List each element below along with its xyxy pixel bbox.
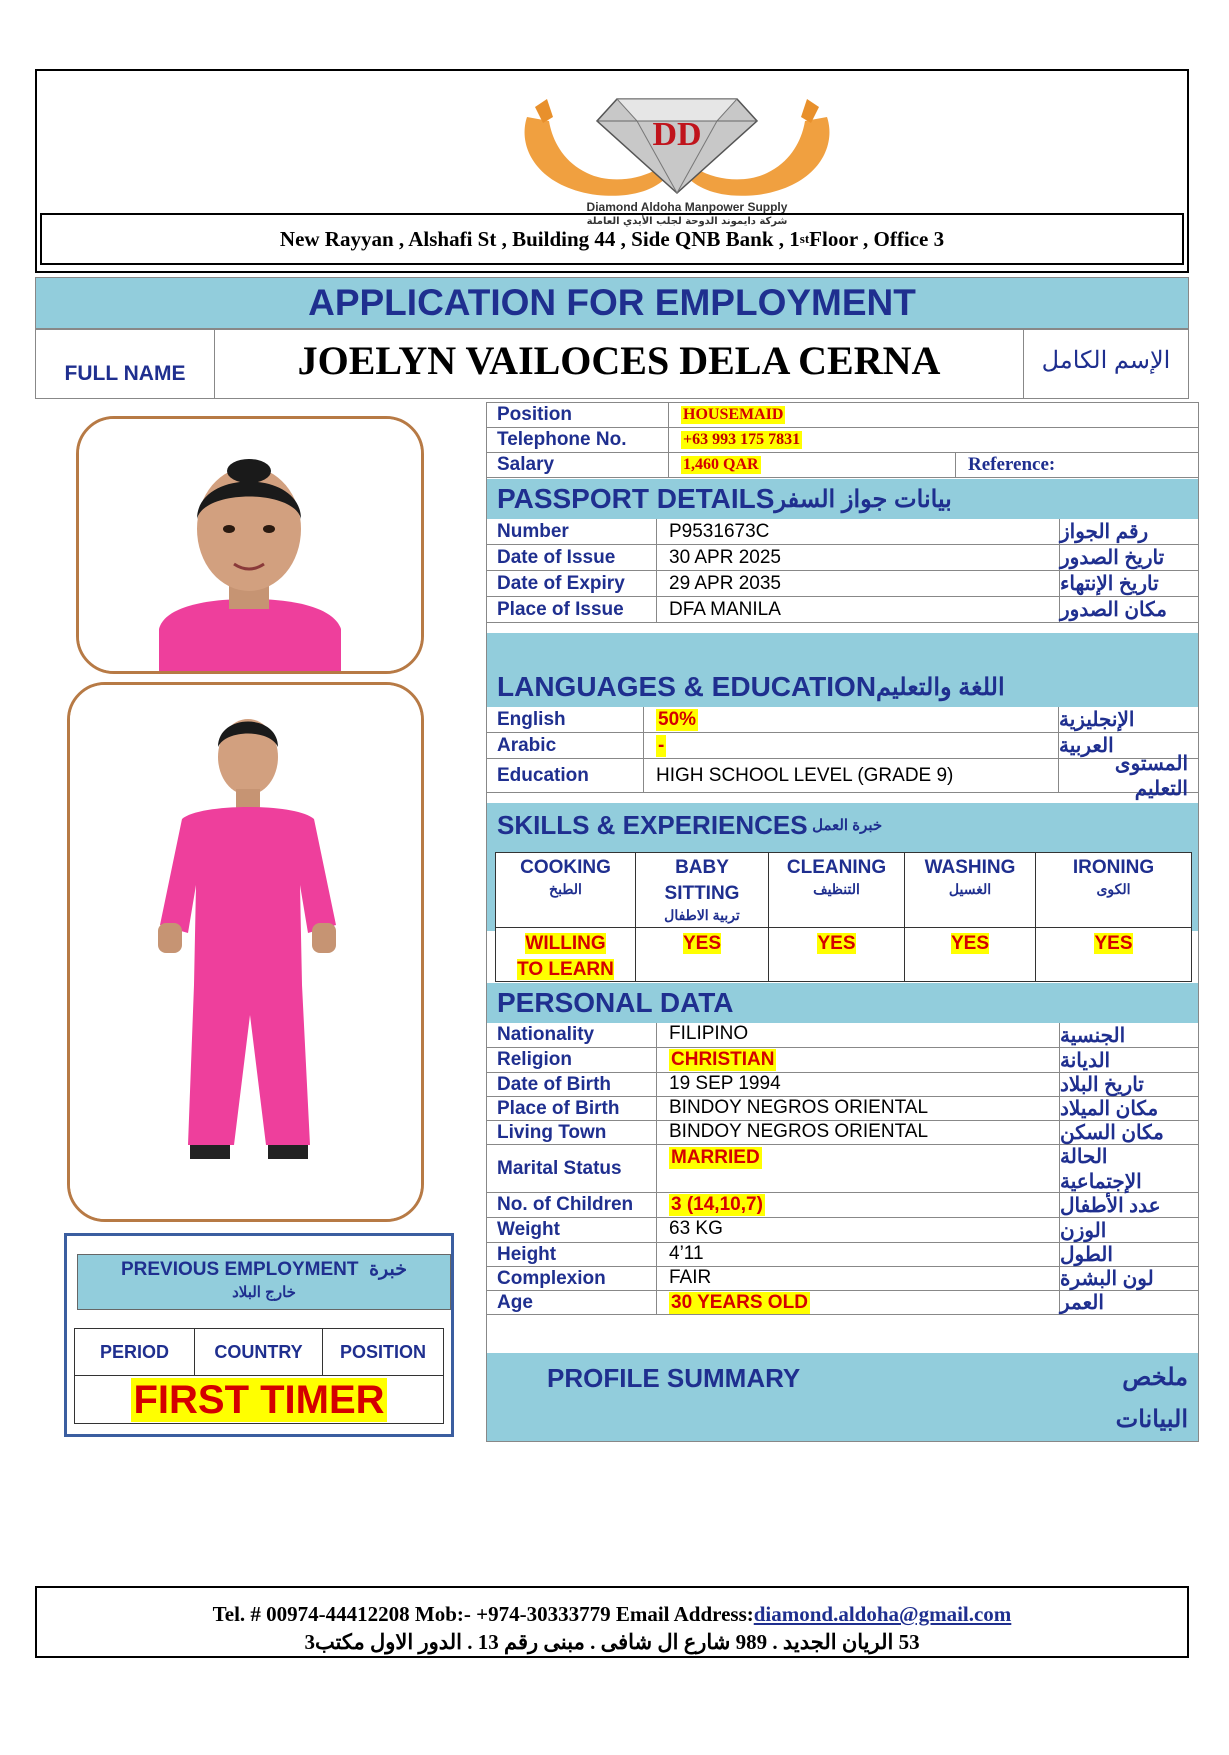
personal-marital-status-label-ar [1059, 1145, 1198, 1192]
passport-place-of-issue-row [487, 597, 1198, 623]
reference-label: Reference: [955, 453, 1198, 477]
skill-value-ironing: YES [1094, 933, 1133, 954]
previous-employment-title [77, 1254, 451, 1310]
personal-religion-label-ar: الديانة [1059, 1048, 1198, 1072]
personal-weight-row [487, 1218, 1198, 1243]
personal-living-town-label: Living Town [487, 1121, 657, 1144]
previous-employment-title-ar1: خبرة [369, 1259, 407, 1280]
passport-number-row [487, 519, 1198, 545]
company-address [40, 213, 1184, 265]
languages-education-value: HIGH SCHOOL LEVEL (GRADE 9) [656, 764, 954, 786]
personal-age-row [487, 1291, 1198, 1315]
personal-height-label-ar: الطول [1059, 1243, 1198, 1266]
previous-employment-title-en: PREVIOUS EMPLOYMENT [120, 1259, 359, 1280]
personal-date-of-birth-label-ar: تاريخ البلاد [1059, 1073, 1198, 1096]
personal-place-of-birth-label: Place of Birth [487, 1097, 657, 1120]
personal-nationality-value: FILIPINO [669, 1023, 749, 1044]
telephone-value: +63 993 175 7831 [683, 431, 801, 448]
footer-contact [35, 1586, 1189, 1658]
personal-height-label: Height [487, 1243, 657, 1266]
personal-height-row [487, 1243, 1198, 1267]
company-logo [507, 77, 847, 227]
full-name-label: FULL NAME [36, 330, 215, 398]
marital-status-label-ar1: الحالة [1060, 1145, 1108, 1168]
logo-company-name-en: Diamond Aldoha Manpower Supply [586, 200, 788, 214]
passport-date-of-issue-label-ar: تاريخ الصدور [1059, 545, 1198, 570]
position-label: Position [487, 403, 669, 427]
personal-date-of-birth-value: 19 SEP 1994 [669, 1073, 781, 1094]
address-tail: Floor , Office 3 [809, 226, 945, 251]
languages-section-title: LANGUAGES & EDUCATION اللغة والتعليم [487, 633, 1198, 707]
skill-header-baby: BABY SITTING تربية الاطفال [636, 853, 769, 928]
personal-no-of-children-label: No. of Children [487, 1193, 657, 1217]
col-period: PERIOD [75, 1329, 195, 1376]
profile-summary-title-ar1: ملخص [1122, 1364, 1188, 1391]
languages-arabic-value: - [658, 734, 665, 756]
languages-arabic-label: Arabic [487, 733, 644, 758]
passport-number-label-ar: رقم الجواز [1059, 519, 1198, 544]
previous-employment-value: FIRST TIMER [133, 1377, 385, 1422]
languages-english-value: 50% [658, 708, 697, 730]
profile-summary-title-ar2: البيانات [1115, 1406, 1188, 1433]
logo-letters: DD [652, 116, 702, 153]
personal-no-of-children-label-ar: عدد الأطفال [1059, 1193, 1198, 1217]
personal-marital-status-label: Marital Status [487, 1145, 657, 1192]
skill-value-cooking: WILLING TO LEARN [496, 928, 636, 981]
personal-place-of-birth-label-ar: مكان الميلاد [1059, 1097, 1198, 1120]
skill-value-baby: YES [636, 928, 769, 981]
personal-living-town-label-ar: مكان السكن [1059, 1121, 1198, 1144]
languages-english-row [487, 707, 1198, 733]
personal-no-of-children-row [487, 1193, 1198, 1218]
logo-company-name-ar: شركة دايموند الدوحة لجلب الأيدي العاملة [586, 216, 788, 227]
personal-age-label: Age [487, 1291, 657, 1314]
full-name-value: JOELYN VAILOCES DELA CERNA [215, 330, 1024, 398]
skills-section: SKILLS & EXPERIENCES خبرة العمل [487, 803, 1198, 931]
passport-date-of-issue-row [487, 545, 1198, 571]
passport-date-of-expiry-row [487, 571, 1198, 597]
personal-no-of-children-value: 3 (14,10,7) [671, 1194, 763, 1215]
passport-date-of-expiry-label: Date of Expiry [487, 571, 657, 596]
applicant-details [486, 402, 1199, 1442]
personal-nationality-label: Nationality [487, 1023, 657, 1047]
personal-place-of-birth-value: BINDOY NEGROS ORIENTAL [669, 1097, 929, 1118]
passport-date-of-expiry-label-ar: تاريخ الإنتهاء [1059, 571, 1198, 596]
letterhead [35, 69, 1189, 273]
footer-email-link[interactable]: diamond.aldoha@gmail.com [753, 1602, 1012, 1626]
skill-header-cooking: COOKING الطبخ [496, 853, 636, 928]
telephone-row [487, 428, 1198, 453]
page-title: APPLICATION FOR EMPLOYMENT [35, 277, 1189, 329]
salary-value: 1,460 QAR [683, 456, 759, 473]
personal-living-town-value: BINDOY NEGROS ORIENTAL [669, 1121, 929, 1142]
personal-religion-row [487, 1048, 1198, 1073]
passport-date-of-issue-label: Date of Issue [487, 545, 657, 570]
position-value: HOUSEMAID [683, 406, 784, 423]
languages-education-label: Education [487, 759, 644, 792]
skill-header-washing: WASHING الغسيل [905, 853, 1036, 928]
passport-date-of-issue-value: 30 APR 2025 [669, 546, 781, 568]
position-row [487, 403, 1198, 428]
personal-date-of-birth-row [487, 1073, 1198, 1097]
personal-weight-value: 63 KG [669, 1218, 723, 1239]
previous-employment-title-ar2: خارج البلاد [232, 1284, 296, 1301]
portrait-photo [76, 416, 424, 674]
marital-status-label-ar2: الإجتماعية [1060, 1170, 1142, 1193]
passport-place-of-issue-label: Place of Issue [487, 597, 657, 622]
telephone-label: Telephone No. [487, 428, 669, 452]
personal-height-value: 4’11 [669, 1243, 704, 1264]
languages-english-label: English [487, 707, 644, 732]
full-name-label-ar: الإسم الكامل [1041, 346, 1171, 374]
passport-number-value: P9531673C [669, 520, 770, 542]
passport-place-of-issue-label-ar: مكان الصدور [1059, 597, 1198, 622]
personal-marital-status-row [487, 1145, 1198, 1193]
previous-employment-box [64, 1233, 454, 1437]
skill-header-ironing: IRONING الكوى [1036, 853, 1191, 928]
personal-nationality-row [487, 1023, 1198, 1048]
personal-complexion-label-ar: لون البشرة [1059, 1267, 1198, 1290]
languages-arabic-label-ar: العربية [1058, 733, 1198, 758]
full-name-row [35, 329, 1189, 399]
personal-complexion-label: Complexion [487, 1267, 657, 1290]
passport-place-of-issue-value: DFA MANILA [669, 598, 781, 620]
personal-weight-label: Weight [487, 1218, 657, 1242]
skills-grid [495, 852, 1192, 982]
personal-religion-value: CHRISTIAN [671, 1049, 775, 1070]
personal-complexion-row [487, 1267, 1198, 1291]
languages-education-label-ar: المستوى التعليم [1058, 759, 1198, 792]
skill-value-washing: YES [905, 928, 1036, 981]
passport-section-title: PASSPORT DETAILS بيانات جواز السفر [487, 479, 1198, 519]
passport-number-label: Number [487, 519, 657, 544]
full-body-photo [67, 682, 424, 1222]
col-position: POSITION [323, 1329, 443, 1376]
personal-date-of-birth-label: Date of Birth [487, 1073, 657, 1096]
languages-english-label-ar: الإنجليزية [1058, 707, 1198, 732]
personal-religion-label: Religion [487, 1048, 657, 1072]
profile-summary-title: PROFILE SUMMARY [547, 1363, 801, 1393]
personal-marital-status-value: MARRIED [671, 1147, 760, 1168]
personal-place-of-birth-row [487, 1097, 1198, 1121]
salary-label: Salary [487, 453, 669, 477]
personal-complexion-value: FAIR [669, 1267, 712, 1288]
personal-data-title: PERSONAL DATA [487, 983, 1198, 1023]
personal-age-value: 30 YEARS OLD [671, 1291, 808, 1313]
previous-employment-table [74, 1328, 444, 1424]
skill-value-cleaning: YES [769, 928, 905, 981]
personal-living-town-row [487, 1121, 1198, 1145]
passport-date-of-expiry-value: 29 APR 2035 [669, 572, 781, 594]
footer-address-ar: 53 الريان الجديد . 989 شارع ال شافى . مبنى رقم 13 . الدور الاول مكتب3 [304, 1630, 920, 1654]
footer-phones: Tel. # 00974-44412208 Mob:- +974-30333779 Email Address: [212, 1602, 754, 1626]
skill-header-cleaning: CLEANING التنظيف [769, 853, 905, 928]
personal-weight-label-ar: الوزن [1059, 1218, 1198, 1242]
address-main: New Rayyan , Alshafi St , Building 44 , Side QNB Bank , 1 [279, 226, 800, 251]
personal-age-label-ar: العمر [1059, 1291, 1198, 1314]
profile-summary-section [487, 1353, 1198, 1441]
salary-row [487, 453, 1198, 478]
languages-education-row [487, 752, 1198, 800]
personal-nationality-label-ar: الجنسية [1059, 1023, 1198, 1047]
address-superscript: st [799, 231, 810, 246]
col-country: COUNTRY [195, 1329, 323, 1376]
